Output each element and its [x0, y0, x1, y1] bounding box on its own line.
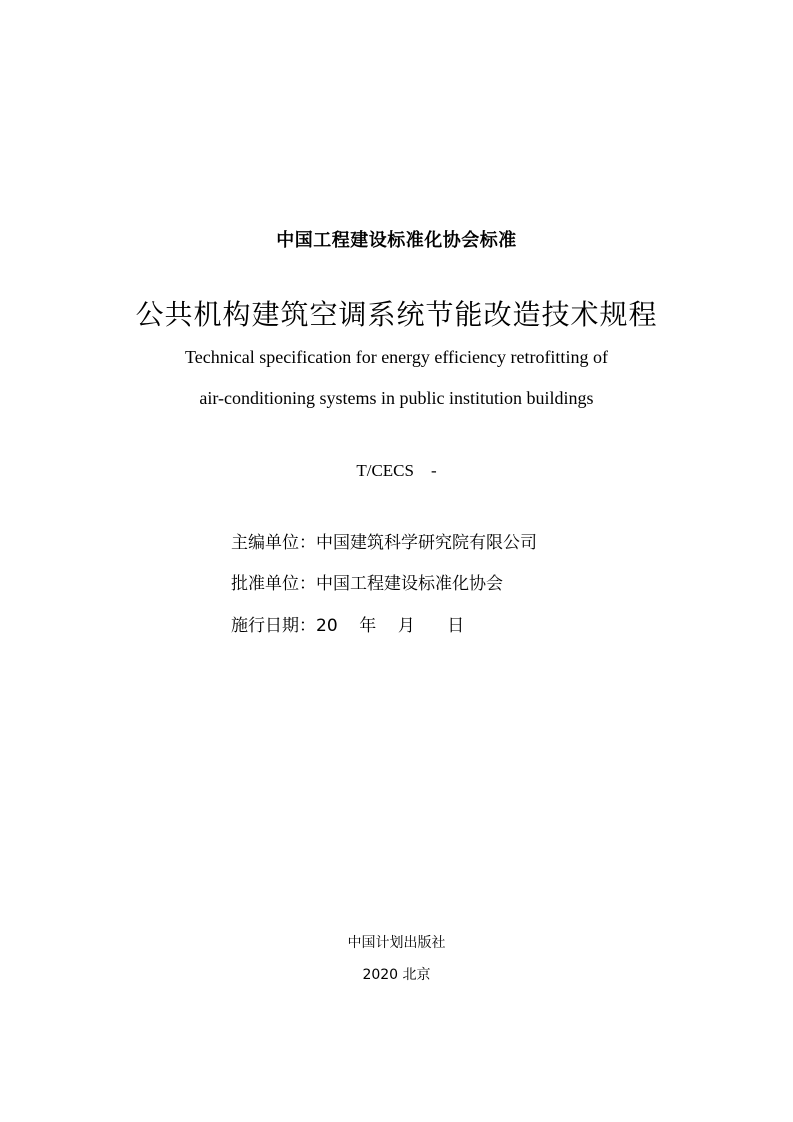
publication-year-city: 2020 北京: [362, 967, 431, 983]
approval-row: [231, 573, 503, 595]
standard-code: T/CECS -: [356, 461, 437, 480]
effective-date-value: 20 年 月 日: [316, 616, 465, 636]
chief-editor-label: 主编单位：: [231, 533, 316, 553]
standard-header: 中国工程建设标准化协会标准: [276, 230, 517, 251]
document-title-english-line1: Technical specification for energy efficiency retrofitting of: [185, 347, 608, 367]
effective-date-row: [231, 615, 464, 637]
document-title-chinese: 公共机构建筑空调系统节能改造技术规程: [135, 298, 658, 331]
approval-label: 批准单位：: [231, 574, 316, 594]
chief-editor-row: [231, 532, 537, 554]
approval-value: 中国工程建设标准化协会: [316, 574, 503, 594]
effective-date-label: 施行日期：: [231, 616, 316, 636]
document-title-english-line2: air-conditioning systems in public institution buildings: [199, 388, 594, 408]
publisher: 中国计划出版社: [347, 935, 446, 951]
chief-editor-value: 中国建筑科学研究院有限公司: [316, 533, 537, 553]
